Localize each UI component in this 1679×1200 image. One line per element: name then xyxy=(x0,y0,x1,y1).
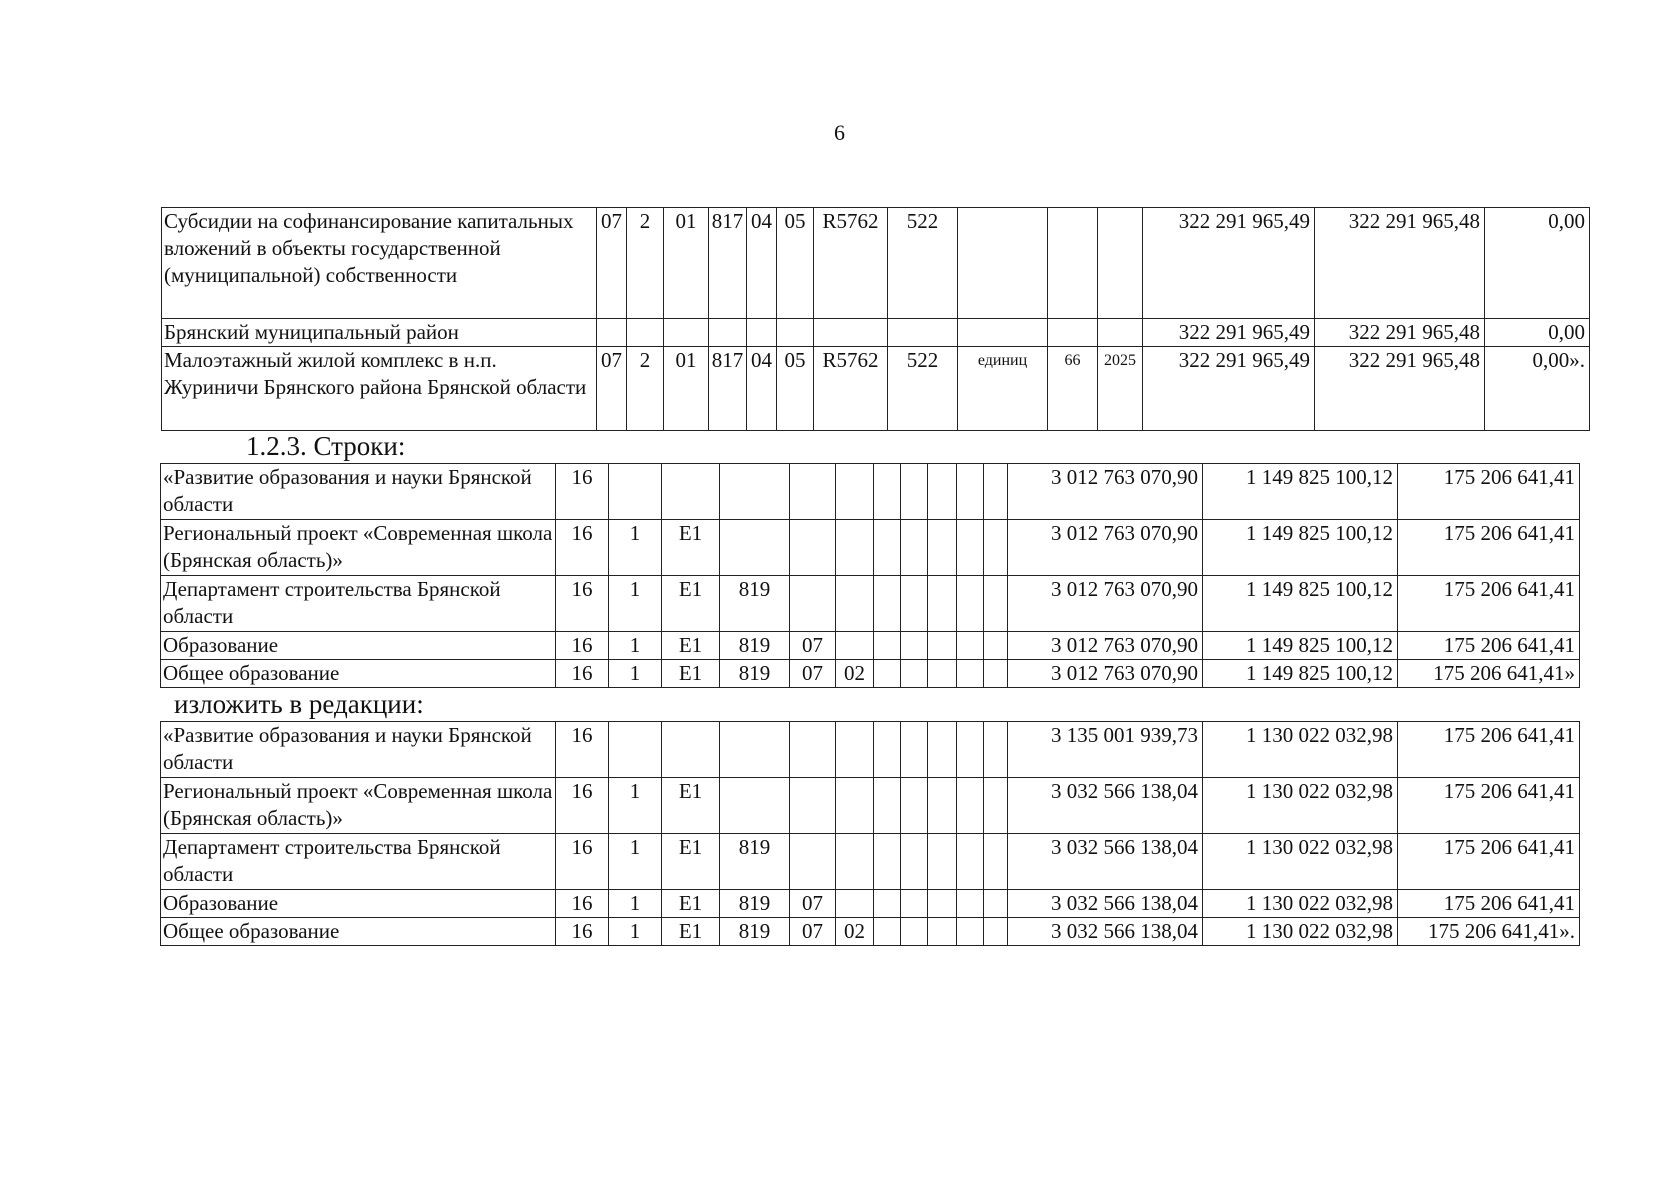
code-cell: 16 xyxy=(556,918,609,946)
amount-cell: 175 206 641,41 xyxy=(1398,722,1580,778)
empty-cell xyxy=(984,660,1008,688)
row-name: Малоэтажный жилой комплекс в н.п. Журиничи Брянского района Брянской области xyxy=(162,347,597,431)
code-cell: 07 xyxy=(790,660,836,688)
table-row xyxy=(161,520,1580,576)
empty-cell xyxy=(984,890,1008,918)
code-cell xyxy=(836,890,874,918)
code-cell xyxy=(790,520,836,576)
code-cell xyxy=(836,632,874,660)
code-cell: 1 xyxy=(609,918,662,946)
table-row xyxy=(161,576,1580,632)
amount-cell: 1 149 825 100,12 xyxy=(1203,520,1398,576)
row-name: Общее образование xyxy=(161,918,556,946)
amount-cell: 1 149 825 100,12 xyxy=(1203,632,1398,660)
amount-cell: 1 149 825 100,12 xyxy=(1203,464,1398,520)
row-name: Субсидии на софинансирование капитальных вложений в объекты государственной (муниципальной) собственности xyxy=(162,208,597,319)
amount-cell: 0,00 xyxy=(1485,319,1590,347)
table-row xyxy=(161,632,1580,660)
code-cell xyxy=(609,722,662,778)
empty-cell xyxy=(901,918,928,946)
code-cell: 819 xyxy=(720,660,790,688)
table-row xyxy=(161,918,1580,946)
code-cell: 16 xyxy=(556,576,609,632)
table-row xyxy=(161,722,1580,778)
code-cell: 05 xyxy=(777,347,814,431)
amount-cell: 0,00 xyxy=(1485,208,1590,319)
code-cell: 1 xyxy=(609,520,662,576)
row-name: Региональный проект «Современная школа (Брянская область)» xyxy=(161,778,556,834)
amount-cell: 3 032 566 138,04 xyxy=(1008,834,1203,890)
amount-cell: 175 206 641,41 xyxy=(1398,632,1580,660)
code-cell: 817 xyxy=(709,347,747,431)
table-row xyxy=(162,319,1590,347)
code-cell xyxy=(790,834,836,890)
table-old-rows xyxy=(160,463,1580,688)
empty-cell xyxy=(874,576,901,632)
empty-cell xyxy=(874,464,901,520)
code-cell: 1 xyxy=(609,576,662,632)
amount-cell: 175 206 641,41». xyxy=(1398,918,1580,946)
code-cell: 07 xyxy=(790,632,836,660)
amount-cell: 1 130 022 032,98 xyxy=(1203,890,1398,918)
code-cell xyxy=(720,778,790,834)
code-cell: 01 xyxy=(664,208,709,319)
code-cell xyxy=(720,722,790,778)
table-row xyxy=(161,834,1580,890)
code-cell: Е1 xyxy=(662,660,720,688)
empty-cell xyxy=(901,722,928,778)
section-heading-new-version: изложить в редакции: xyxy=(174,689,424,719)
code-cell xyxy=(836,834,874,890)
row-name: Региональный проект «Современная школа (Брянская область)» xyxy=(161,520,556,576)
table-row xyxy=(161,464,1580,520)
amount-cell: 175 206 641,41 xyxy=(1398,464,1580,520)
empty-cell xyxy=(957,778,984,834)
code-cell: 819 xyxy=(720,834,790,890)
code-cell xyxy=(627,319,664,347)
empty-cell xyxy=(984,834,1008,890)
empty-cell xyxy=(928,464,957,520)
amount-cell: 175 206 641,41 xyxy=(1398,834,1580,890)
amount-cell: 1 130 022 032,98 xyxy=(1203,778,1398,834)
code-cell: 1 xyxy=(609,834,662,890)
year-cell: 2025 xyxy=(1098,347,1143,431)
empty-cell xyxy=(957,520,984,576)
code-cell: 1 xyxy=(609,778,662,834)
empty-cell xyxy=(984,722,1008,778)
amount-cell: 1 149 825 100,12 xyxy=(1203,660,1398,688)
empty-cell xyxy=(874,632,901,660)
amount-cell: 322 291 965,49 xyxy=(1143,319,1315,347)
year-cell xyxy=(1098,319,1143,347)
code-cell xyxy=(720,520,790,576)
table-row xyxy=(161,778,1580,834)
code-cell: Е1 xyxy=(662,576,720,632)
code-cell xyxy=(662,464,720,520)
empty-cell xyxy=(928,722,957,778)
empty-cell xyxy=(928,778,957,834)
code-cell: 819 xyxy=(720,918,790,946)
amount-cell: 1 149 825 100,12 xyxy=(1203,576,1398,632)
code-cell: Е1 xyxy=(662,520,720,576)
empty-cell xyxy=(957,464,984,520)
code-cell xyxy=(888,319,958,347)
row-name: Образование xyxy=(161,632,556,660)
empty-cell xyxy=(928,834,957,890)
empty-cell xyxy=(984,918,1008,946)
code-cell: Е1 xyxy=(662,918,720,946)
empty-cell xyxy=(901,632,928,660)
code-cell: 07 xyxy=(597,347,627,431)
empty-cell xyxy=(957,632,984,660)
empty-cell xyxy=(957,722,984,778)
amount-cell: 322 291 965,48 xyxy=(1315,319,1485,347)
code-cell: 1 xyxy=(609,890,662,918)
amount-cell: 3 032 566 138,04 xyxy=(1008,918,1203,946)
code-cell: 819 xyxy=(720,576,790,632)
amount-cell: 175 206 641,41 xyxy=(1398,890,1580,918)
amount-cell: 1 130 022 032,98 xyxy=(1203,918,1398,946)
amount-cell: 3 012 763 070,90 xyxy=(1008,660,1203,688)
amount-cell: 3 032 566 138,04 xyxy=(1008,778,1203,834)
code-cell: Е1 xyxy=(662,834,720,890)
empty-cell xyxy=(874,918,901,946)
table-row xyxy=(162,208,1590,319)
code-cell xyxy=(836,576,874,632)
empty-cell xyxy=(901,660,928,688)
code-cell xyxy=(662,722,720,778)
code-cell: 1 xyxy=(609,660,662,688)
code-cell: R5762 xyxy=(814,208,888,319)
unit-cell xyxy=(958,319,1048,347)
code-cell: 16 xyxy=(556,722,609,778)
empty-cell xyxy=(874,722,901,778)
code-cell xyxy=(836,520,874,576)
code-cell: 02 xyxy=(836,918,874,946)
section-heading-rows: 1.2.3. Строки: xyxy=(246,431,406,461)
empty-cell xyxy=(901,890,928,918)
code-cell: 1 xyxy=(609,632,662,660)
empty-cell xyxy=(874,890,901,918)
empty-cell xyxy=(928,918,957,946)
table-new-rows xyxy=(160,721,1580,946)
empty-cell xyxy=(957,660,984,688)
empty-cell xyxy=(901,464,928,520)
code-cell xyxy=(814,319,888,347)
empty-cell xyxy=(901,576,928,632)
empty-cell xyxy=(984,520,1008,576)
code-cell xyxy=(709,319,747,347)
amount-cell: 175 206 641,41» xyxy=(1398,660,1580,688)
code-cell xyxy=(790,778,836,834)
table-row xyxy=(162,347,1590,431)
code-cell xyxy=(790,464,836,520)
amount-cell: 1 130 022 032,98 xyxy=(1203,722,1398,778)
qty-cell xyxy=(1048,208,1098,319)
empty-cell xyxy=(874,520,901,576)
year-cell xyxy=(1098,208,1143,319)
code-cell: 16 xyxy=(556,890,609,918)
empty-cell xyxy=(874,834,901,890)
row-name: Общее образование xyxy=(161,660,556,688)
empty-cell xyxy=(874,660,901,688)
code-cell xyxy=(664,319,709,347)
qty-cell: 66 xyxy=(1048,347,1098,431)
code-cell xyxy=(747,319,777,347)
empty-cell xyxy=(928,890,957,918)
code-cell: 819 xyxy=(720,890,790,918)
row-name: Департамент строительства Брянской области xyxy=(161,834,556,890)
empty-cell xyxy=(874,778,901,834)
empty-cell xyxy=(901,520,928,576)
amount-cell: 3 012 763 070,90 xyxy=(1008,464,1203,520)
table-top xyxy=(161,207,1590,431)
empty-cell xyxy=(957,576,984,632)
empty-cell xyxy=(984,632,1008,660)
qty-cell xyxy=(1048,319,1098,347)
row-name: «Развитие образования и науки Брянской области xyxy=(161,722,556,778)
code-cell xyxy=(790,722,836,778)
code-cell xyxy=(836,464,874,520)
code-cell xyxy=(836,722,874,778)
code-cell: 16 xyxy=(556,660,609,688)
code-cell: 16 xyxy=(556,520,609,576)
code-cell: 522 xyxy=(888,347,958,431)
empty-cell xyxy=(984,464,1008,520)
code-cell: 16 xyxy=(556,464,609,520)
amount-cell: 3 012 763 070,90 xyxy=(1008,520,1203,576)
empty-cell xyxy=(928,632,957,660)
code-cell: 07 xyxy=(790,918,836,946)
empty-cell xyxy=(928,660,957,688)
amount-cell: 175 206 641,41 xyxy=(1398,778,1580,834)
code-cell xyxy=(597,319,627,347)
amount-cell: 3 135 001 939,73 xyxy=(1008,722,1203,778)
table-row xyxy=(161,890,1580,918)
code-cell: 16 xyxy=(556,632,609,660)
amount-cell: 3 012 763 070,90 xyxy=(1008,632,1203,660)
page-number: 6 xyxy=(834,120,845,145)
row-name: «Развитие образования и науки Брянской области xyxy=(161,464,556,520)
amount-cell: 1 130 022 032,98 xyxy=(1203,834,1398,890)
code-cell xyxy=(790,576,836,632)
code-cell: Е1 xyxy=(662,890,720,918)
code-cell: 819 xyxy=(720,632,790,660)
unit-cell: единиц xyxy=(958,347,1048,431)
amount-cell: 322 291 965,48 xyxy=(1315,347,1485,431)
empty-cell xyxy=(901,834,928,890)
code-cell xyxy=(836,778,874,834)
empty-cell xyxy=(957,890,984,918)
amount-cell: 322 291 965,49 xyxy=(1143,347,1315,431)
row-name: Департамент строительства Брянской области xyxy=(161,576,556,632)
code-cell xyxy=(720,464,790,520)
code-cell xyxy=(777,319,814,347)
amount-cell: 3 012 763 070,90 xyxy=(1008,576,1203,632)
code-cell: Е1 xyxy=(662,632,720,660)
code-cell: 16 xyxy=(556,834,609,890)
empty-cell xyxy=(928,520,957,576)
empty-cell xyxy=(984,778,1008,834)
code-cell: 2 xyxy=(627,347,664,431)
amount-cell: 175 206 641,41 xyxy=(1398,520,1580,576)
empty-cell xyxy=(957,918,984,946)
empty-cell xyxy=(984,576,1008,632)
amount-cell: 322 291 965,49 xyxy=(1143,208,1315,319)
code-cell: R5762 xyxy=(814,347,888,431)
empty-cell xyxy=(957,834,984,890)
code-cell: 01 xyxy=(664,347,709,431)
amount-cell: 322 291 965,48 xyxy=(1315,208,1485,319)
amount-cell: 3 032 566 138,04 xyxy=(1008,890,1203,918)
code-cell: 07 xyxy=(597,208,627,319)
amount-cell: 175 206 641,41 xyxy=(1398,576,1580,632)
amount-cell: 0,00». xyxy=(1485,347,1590,431)
code-cell: Е1 xyxy=(662,778,720,834)
unit-cell xyxy=(958,208,1048,319)
row-name: Образование xyxy=(161,890,556,918)
code-cell: 07 xyxy=(790,890,836,918)
empty-cell xyxy=(901,778,928,834)
code-cell: 522 xyxy=(888,208,958,319)
code-cell xyxy=(609,464,662,520)
code-cell: 05 xyxy=(777,208,814,319)
code-cell: 817 xyxy=(709,208,747,319)
code-cell: 04 xyxy=(747,208,777,319)
code-cell: 02 xyxy=(836,660,874,688)
row-name: Брянский муниципальный район xyxy=(162,319,597,347)
code-cell: 16 xyxy=(556,778,609,834)
code-cell: 04 xyxy=(747,347,777,431)
empty-cell xyxy=(928,576,957,632)
table-row xyxy=(161,660,1580,688)
code-cell: 2 xyxy=(627,208,664,319)
